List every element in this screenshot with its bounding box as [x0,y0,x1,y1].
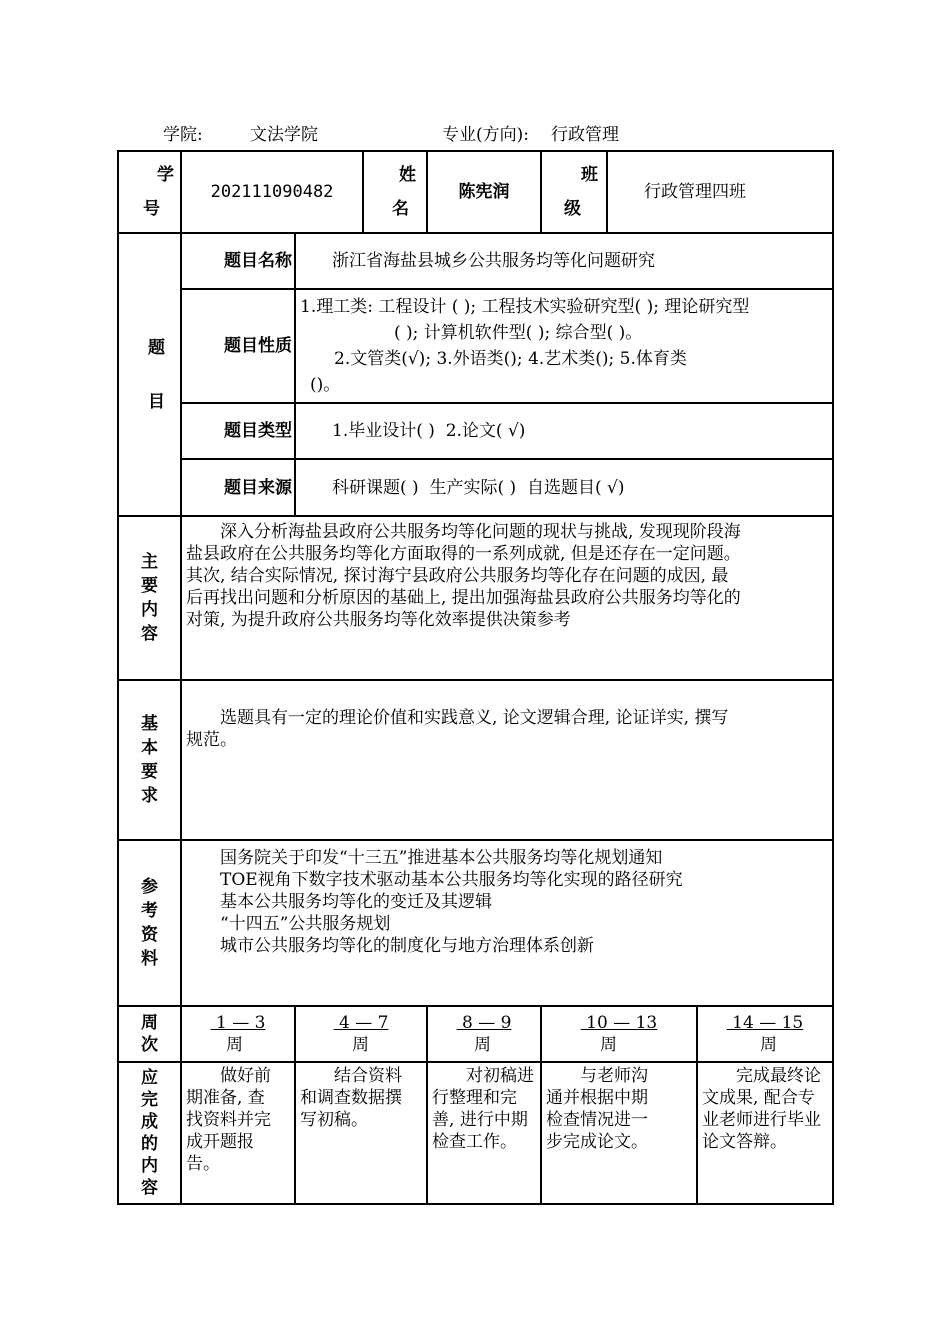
weeks-row [118,1006,833,1062]
task-line: 行整理和完 [432,1088,518,1108]
major-value: 行政管理 [551,125,619,145]
task-line: 步完成论文。 [546,1132,649,1152]
student-id-label-char-1: 学 [157,165,174,185]
tasks-label-text: 应完成的内容 [141,1068,158,1198]
task-line: 文成果, 配合专 [702,1088,815,1108]
references-label [118,840,181,1006]
task-cell [427,1062,541,1204]
college-label: 学院: [163,125,203,145]
task-line: 结合资料 [334,1066,402,1086]
student-id-label [118,151,181,233]
references-list [181,840,833,1006]
student-id-label-char-2: 号 [143,199,160,219]
week-cell [181,1006,295,1062]
content-line: 对策, 为提升政府公共服务均等化效率提供决策参考 [186,610,571,630]
weeks-label [118,1006,181,1062]
week-range: 8 — 9 [456,1013,512,1033]
task-cell [697,1062,833,1204]
weeks-label-text: 周次 [141,1013,158,1055]
student-info-row [118,151,833,233]
week-unit: 周 [760,1035,778,1055]
week-cell [541,1006,697,1062]
task-line: 完成最终论 [736,1066,822,1086]
week-range: 1 — 3 [210,1013,266,1033]
topic-source-row [118,459,833,516]
week-cell [295,1006,427,1062]
task-line: 论文答辩。 [702,1132,788,1152]
topic-title-label: 题目名称 [181,233,295,289]
tasks-row [118,1062,833,1204]
content-line: 其次, 结合实际情况, 探讨海宁县政府公共服务均等化存在问题的成因, 最 [186,566,729,586]
week-cell [427,1006,541,1062]
task-line: 通并根据中期 [546,1088,649,1108]
requirements-label-text: 基本要求 [141,714,158,806]
topic-section-char-1: 题 [148,337,165,358]
task-form-table [117,150,834,1205]
week-unit: 周 [226,1035,243,1055]
topic-nature-value [295,289,833,403]
class-label-char-2: 级 [564,199,582,219]
main-content-row [118,516,833,680]
reference-item: 城市公共服务均等化的制度化与地方治理体系创新 [220,936,594,956]
requirements-label [118,680,181,840]
reference-item: 基本公共服务均等化的变迁及其逻辑 [220,892,492,912]
topic-nature-label: 题目性质 [181,289,295,403]
nature-line-2: ( ); 计算机软件型( ); 综合型( )。 [394,323,643,343]
week-unit: 周 [352,1035,369,1055]
week-unit: 周 [600,1035,618,1055]
nature-line-4: ()。 [310,375,341,395]
task-cell [181,1062,295,1204]
student-name-label-char-2: 名 [392,199,410,219]
task-line: 对初稿进 [466,1066,535,1086]
topic-section-char-2: 目 [148,391,165,412]
task-line: 检查工作。 [432,1132,518,1152]
class-value: 行政管理四班 [607,151,833,233]
task-line: 和调查数据撰 [300,1088,402,1108]
main-content-text [181,516,833,680]
student-name-label-char-1: 姓 [399,165,417,185]
student-name-label [363,151,427,233]
student-name-value: 陈宪润 [427,151,541,233]
content-line: 深入分析海盐县政府公共服务均等化问题的现状与挑战, 发现现阶段海 [220,522,741,542]
week-unit: 周 [474,1035,492,1055]
requirements-line: 选题具有一定的理论价值和实践意义, 论文逻辑合理, 论证详实, 撰写 [220,708,729,728]
student-id-value [181,151,363,233]
week-range: 4 — 7 [333,1013,389,1033]
topic-section-label [118,233,181,516]
topic-title-row [118,233,833,289]
task-line: 写初稿。 [300,1110,368,1130]
student-id-text: 202111090482 [210,182,334,202]
task-line: 做好前 [220,1066,271,1086]
topic-source-value: 科研课题( ) 生产实际( ) 自选题目( √) [295,459,833,516]
main-content-label [118,516,181,680]
topic-type-value: 1.毕业设计( ) 2.论文( √) [295,403,833,459]
reference-item: “十四五”公共服务规划 [220,914,391,934]
topic-type-label: 题目类型 [181,403,295,459]
nature-line-1: 1.理工类: 工程设计 ( ); 工程技术实验研究型( ); 理论研究型 [300,297,750,317]
task-line: 与老师沟 [580,1066,649,1086]
task-line: 期准备, 查 [186,1088,265,1108]
week-range: 10 — 13 [580,1013,658,1033]
main-content-label-text: 主要内容 [141,552,158,644]
task-line: 告。 [186,1154,220,1174]
task-cell [541,1062,697,1204]
content-line: 后再找出问题和分析原因的基础上, 提出加强海盐县政府公共服务均等化的 [186,588,741,608]
week-cell [697,1006,833,1062]
week-range: 14 — 15 [726,1013,804,1033]
task-line: 业老师进行毕业 [702,1110,822,1130]
topic-source-label: 题目来源 [181,459,295,516]
task-line: 找资料并完 [186,1110,271,1130]
topic-nature-row [118,289,833,403]
class-label [541,151,607,233]
class-label-char-1: 班 [581,165,599,185]
task-cell [295,1062,427,1204]
nature-line-3: 2.文管类(√); 3.外语类(); 4.艺术类(); 5.体育类 [334,349,687,369]
major-label: 专业(方向): [442,125,529,145]
content-line: 盐县政府在公共服务均等化方面取得的一系列成就, 但是还存在一定问题。 [186,544,741,564]
topic-type-row [118,403,833,459]
task-line: 检查情况进一 [546,1110,649,1130]
reference-item: TOE视角下数字技术驱动基本公共服务均等化实现的路径研究 [220,870,683,890]
requirements-row [118,680,833,840]
college-value: 文法学院 [250,125,318,145]
reference-item: 国务院关于印发“十三五”推进基本公共服务均等化规划通知 [220,848,663,868]
task-line: 成开题报 [186,1132,254,1152]
tasks-label [118,1062,181,1204]
references-row [118,840,833,1006]
topic-title-value: 浙江省海盐县城乡公共服务均等化问题研究 [295,233,833,289]
task-line: 善, 进行中期 [432,1110,528,1130]
requirements-text [181,680,833,840]
references-label-text: 参考资料 [141,877,158,969]
requirements-line: 规范。 [186,730,237,750]
